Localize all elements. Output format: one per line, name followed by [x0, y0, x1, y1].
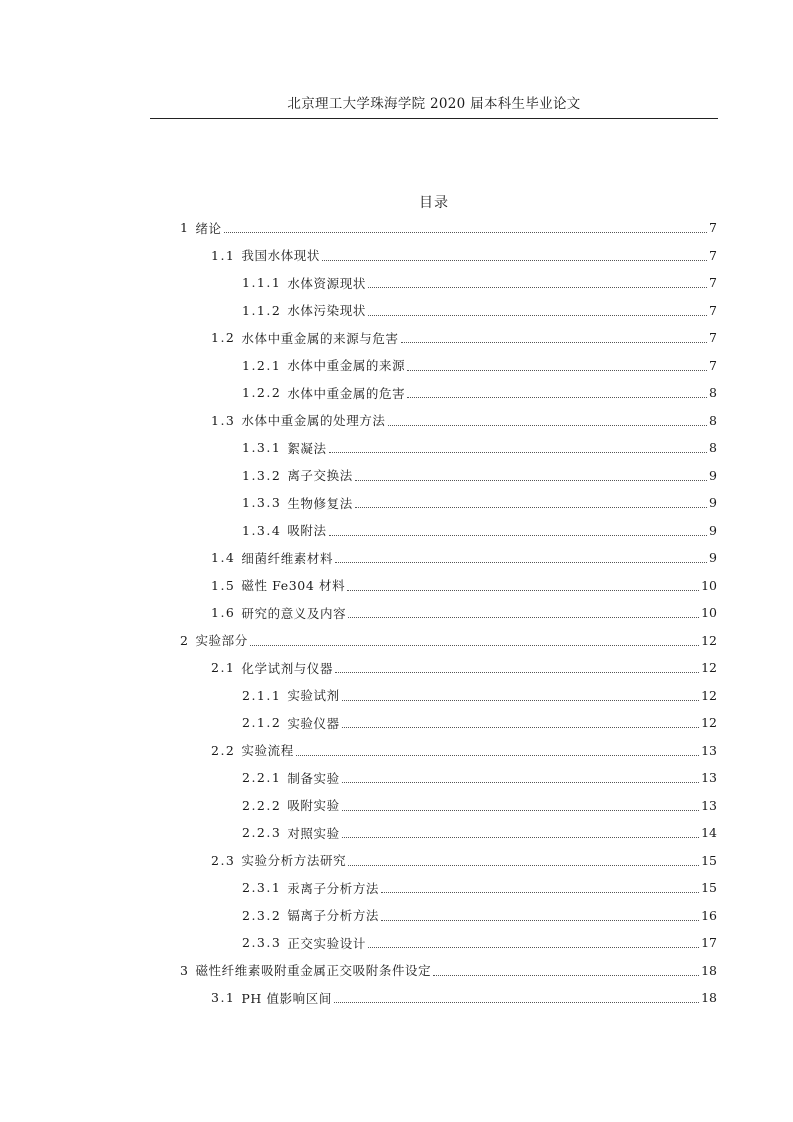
toc-entry[interactable]	[211, 737, 717, 764]
toc-entry-number: 2.2	[211, 742, 236, 758]
toc-entry-page: 17	[701, 935, 717, 950]
dot-leader	[355, 480, 707, 481]
toc-entry-page: 12	[701, 687, 717, 703]
toc-entry[interactable]	[211, 654, 717, 681]
running-header: 北京理工大学珠海学院 2020 届本科生毕业论文	[287, 96, 581, 112]
toc-entry-page: 15	[701, 880, 717, 895]
toc-entry-label: 实验流程	[241, 743, 294, 758]
toc-entry-number: 2.3	[211, 852, 236, 868]
toc-entry-label: 絮凝法	[287, 440, 327, 456]
toc-entry-label: 吸附法	[287, 523, 327, 538]
toc-entry[interactable]	[180, 957, 717, 984]
toc-entry[interactable]	[242, 462, 717, 489]
toc-entry-label: 制备实验	[287, 770, 340, 786]
toc-entry[interactable]	[242, 434, 717, 461]
toc-entry-page: 15	[701, 852, 717, 868]
toc-entry-number: 2	[180, 632, 190, 648]
toc-entry-page: 13	[701, 742, 717, 758]
toc-entry-number: 1	[180, 220, 190, 235]
dot-leader	[342, 810, 699, 811]
toc-entry-number: 2.1.2	[242, 715, 282, 730]
dot-leader	[347, 590, 699, 591]
toc-entry-label: 水体污染现状	[287, 303, 366, 318]
toc-entry-page: 16	[701, 907, 717, 923]
toc-entry[interactable]	[242, 489, 717, 516]
toc-entry-number: 1.1.2	[242, 302, 282, 318]
toc-entry-page: 10	[701, 577, 717, 593]
toc-entry-page: 8	[709, 412, 717, 428]
toc-entry-label: 镉离子分析方法	[287, 908, 380, 923]
toc-entry-label: 磁性纤维素吸附重金属正交吸附条件设定	[195, 963, 432, 978]
toc-entry[interactable]	[242, 269, 717, 296]
toc-entry-number: 2.3.3	[242, 935, 282, 950]
dot-leader	[348, 865, 699, 866]
toc-entry-page: 7	[709, 275, 717, 290]
toc-entry-number: 1.3.4	[242, 522, 282, 538]
dot-leader	[433, 975, 699, 976]
dot-leader	[381, 892, 699, 893]
toc-entry-page: 7	[709, 357, 717, 373]
toc-entry[interactable]	[180, 627, 717, 654]
toc-entry-number: 2.3.2	[242, 907, 282, 923]
toc-entry-label: 水体资源现状	[287, 275, 366, 291]
toc-entry-page: 13	[701, 797, 717, 813]
toc-entry-label: 磁性 Fe304 材料	[241, 578, 346, 593]
toc-entry-page: 7	[709, 247, 717, 263]
toc-entry-number: 2.2.1	[242, 770, 282, 785]
dot-leader	[296, 755, 699, 756]
toc-entry-page: 10	[701, 605, 717, 620]
toc-entry[interactable]	[242, 929, 717, 956]
dot-leader	[342, 727, 699, 728]
toc-entry-number: 2.2.3	[242, 825, 282, 840]
toc-entry[interactable]	[211, 984, 717, 1011]
dot-leader	[329, 452, 707, 453]
toc-entry-label: 实验试剂	[287, 688, 340, 703]
dot-leader	[250, 645, 699, 646]
toc-entry-number: 3.1	[211, 990, 236, 1005]
toc-entry[interactable]	[211, 572, 717, 599]
toc-entry-page: 12	[701, 660, 717, 675]
dot-leader	[407, 370, 707, 371]
dot-leader	[342, 782, 699, 783]
header-rule	[150, 118, 718, 119]
toc-entry-number: 1.5	[211, 577, 236, 593]
toc-entry-page: 18	[701, 962, 717, 978]
toc-entry-label: 水体中重金属的来源	[287, 358, 406, 373]
toc-entry[interactable]	[242, 517, 717, 544]
dot-leader	[334, 1002, 699, 1003]
toc-entry-number: 1.1	[211, 247, 236, 263]
toc-entry-page: 9	[709, 522, 717, 538]
toc-entry-label: 水体中重金属的危害	[287, 385, 406, 401]
toc-entry-number: 3	[180, 962, 190, 978]
dot-leader	[368, 947, 699, 948]
toc-entry-label: 水体中重金属的来源与危害	[241, 330, 399, 346]
toc-entry-number: 1.3	[211, 412, 236, 428]
toc-entry-page: 13	[701, 770, 717, 785]
toc-entry-number: 2.3.1	[242, 880, 282, 895]
toc-entry-number: 2.2.2	[242, 797, 282, 813]
toc-entry-label: 我国水体现状	[241, 248, 320, 263]
toc-entry-page: 7	[709, 302, 717, 318]
toc-entry-label: 研究的意义及内容	[241, 605, 347, 621]
toc-entry[interactable]	[242, 379, 717, 406]
toc-entry-number: 1.3.3	[242, 495, 282, 510]
toc-entry-page: 7	[709, 330, 717, 345]
toc-entry[interactable]	[242, 874, 717, 901]
dot-leader	[335, 672, 699, 673]
toc-entry-label: 汞离子分析方法	[287, 880, 380, 896]
dot-leader	[388, 425, 708, 426]
toc-entry[interactable]	[242, 902, 717, 929]
dot-leader	[224, 232, 707, 233]
toc-entry[interactable]	[180, 214, 717, 241]
toc-entry-label: 细菌纤维素材料	[241, 550, 334, 566]
toc-entry-page: 18	[701, 990, 717, 1005]
toc-entry[interactable]	[242, 764, 717, 791]
toc-entry[interactable]	[242, 792, 717, 819]
toc-entry-label: 正交实验设计	[287, 935, 366, 951]
dot-leader	[355, 507, 707, 508]
dot-leader	[348, 617, 699, 618]
dot-leader	[329, 535, 707, 536]
toc-entry[interactable]	[211, 544, 717, 571]
toc-entry-label: 离子交换法	[287, 468, 353, 483]
toc-entry-label: 对照实验	[287, 825, 340, 841]
toc-entry[interactable]	[211, 407, 717, 434]
toc-entry[interactable]	[242, 819, 717, 846]
toc-entry-page: 8	[709, 385, 717, 400]
toc-entry-number: 1.2.2	[242, 385, 282, 400]
toc-title: 目录	[419, 195, 449, 211]
toc-entry-page: 7	[709, 220, 717, 235]
dot-leader	[381, 920, 699, 921]
dot-leader	[368, 315, 707, 316]
toc-entry[interactable]	[242, 682, 717, 709]
toc-entry-label: 实验仪器	[287, 715, 340, 731]
toc-entry-number: 1.4	[211, 550, 236, 565]
dot-leader	[407, 397, 707, 398]
toc-entry-page: 12	[701, 632, 717, 648]
dot-leader	[342, 700, 699, 701]
toc-entry-page: 12	[701, 715, 717, 730]
toc-entry-number: 2.1	[211, 660, 236, 675]
toc-entry-number: 1.3.1	[242, 440, 282, 455]
dot-leader	[368, 287, 707, 288]
toc-entry-label: 生物修复法	[287, 495, 353, 511]
toc-entry-label: PH 值影响区间	[241, 990, 332, 1006]
toc-entry-page: 14	[701, 825, 717, 840]
dot-leader	[342, 837, 699, 838]
toc-entry-page: 9	[709, 495, 717, 510]
toc-entry-label: 化学试剂与仪器	[241, 660, 334, 676]
toc-entry-label: 吸附实验	[287, 798, 340, 813]
toc-entry[interactable]	[242, 352, 717, 379]
dot-leader	[322, 260, 707, 261]
toc-entry-number: 1.2.1	[242, 357, 282, 373]
toc-entry-number: 1.6	[211, 605, 236, 620]
dot-leader	[335, 562, 707, 563]
toc-entry[interactable]	[211, 847, 717, 874]
toc-entry[interactable]	[211, 324, 717, 351]
toc-entry[interactable]	[211, 599, 717, 626]
toc-entry[interactable]	[242, 297, 717, 324]
toc-entry-label: 绪论	[195, 220, 222, 236]
toc-entry[interactable]	[242, 709, 717, 736]
toc-entry[interactable]	[211, 242, 717, 269]
toc-entry-page: 9	[709, 467, 717, 483]
toc-entry-number: 1.2	[211, 330, 236, 345]
toc-entry-number: 1.3.2	[242, 467, 282, 483]
toc-entry-label: 水体中重金属的处理方法	[241, 413, 386, 428]
toc-entry-page: 9	[709, 550, 717, 565]
toc-entry-number: 2.1.1	[242, 687, 282, 703]
toc-entry-number: 1.1.1	[242, 275, 282, 290]
dot-leader	[401, 342, 707, 343]
toc-entry-label: 实验部分	[195, 633, 248, 648]
toc-entry-label: 实验分析方法研究	[241, 853, 347, 868]
toc-entry-page: 8	[709, 440, 717, 455]
